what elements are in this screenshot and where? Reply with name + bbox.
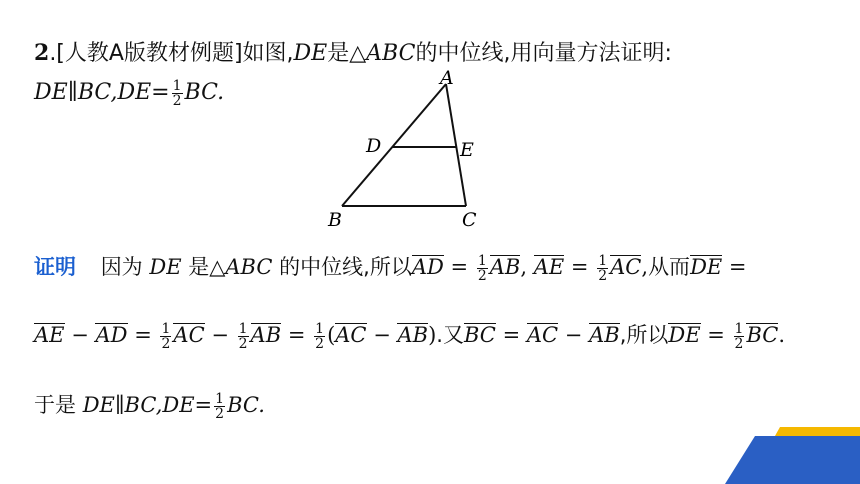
equals: = — [502, 323, 521, 347]
label-b: B — [328, 209, 342, 230]
fraction-denominator: 2 — [172, 92, 182, 109]
vector-de: DE — [668, 323, 701, 347]
vector-bc: BC — [746, 323, 779, 347]
label-a: A — [440, 70, 454, 89]
vector-ac: AC — [526, 323, 559, 347]
proof-text: 从而 — [648, 255, 691, 279]
proof-text: 的中位线,所以 — [279, 255, 412, 279]
equals: = — [450, 255, 469, 279]
fraction-numerator: 1 — [172, 77, 182, 94]
fraction-numerator: 1 — [477, 253, 487, 269]
proof-text: .又 — [436, 323, 464, 347]
problem-claim: DE∥BC,DE= — [34, 80, 170, 105]
conclusion-text: 于是 — [34, 393, 76, 417]
vector-ae: AE — [533, 255, 565, 279]
vector-ac: AC — [610, 255, 642, 279]
problem-source: .[人教A版教材例题] — [49, 41, 243, 66]
minus: − — [71, 323, 89, 347]
problem-text: 是△ — [327, 41, 367, 66]
comma: , — [641, 255, 649, 279]
minus: − — [211, 323, 229, 347]
blue-band — [725, 436, 860, 484]
fraction-numerator: 1 — [161, 321, 171, 337]
problem-claim-end: BC. — [184, 80, 225, 105]
equals: = — [728, 255, 747, 279]
equals: = — [570, 255, 589, 279]
vector-ac: AC — [173, 323, 205, 347]
proof-text: ,所以 — [619, 323, 669, 347]
conclusion-claim: DE∥BC,DE= — [82, 393, 213, 417]
fraction-numerator: 1 — [315, 321, 325, 337]
problem-number: 2 — [34, 40, 50, 66]
problem-text: 如图, — [242, 41, 294, 66]
vector-ae: AE — [34, 323, 65, 347]
vector-ac: AC — [335, 323, 367, 347]
fraction-numerator: 1 — [734, 321, 744, 337]
fraction-denominator: 2 — [598, 268, 608, 284]
fraction-numerator: 1 — [238, 321, 248, 337]
comma: , — [520, 255, 528, 279]
vector-ab: AB — [589, 323, 620, 347]
segment-de: DE — [293, 41, 328, 66]
vector-ab: AB — [250, 323, 282, 347]
label-e: E — [460, 139, 474, 161]
proof-text: 因为 — [100, 255, 143, 279]
fraction-numerator: 1 — [598, 253, 608, 269]
vector-bc: BC — [463, 323, 496, 347]
vector-ad: AD — [411, 255, 444, 279]
minus: − — [373, 323, 391, 347]
vector-de: DE — [690, 255, 723, 279]
period: . — [778, 323, 786, 347]
proof-text: 是△ — [188, 255, 226, 279]
equals: = — [134, 323, 152, 347]
vector-ab: AB — [397, 323, 429, 347]
fraction-denominator: 2 — [477, 268, 487, 284]
proof-line-2: AE − AD = $\frac{1}{2}$ AC − $\frac{1}{2}$ AB = $\frac{1}{2}$ (AC − AB).又BC = AC − AB,所以DE = $\frac{1}{2}$ BC. — [34, 321, 786, 352]
fraction-denominator: 2 — [161, 336, 171, 352]
segment-de: DE — [149, 255, 182, 279]
equals: = — [707, 323, 725, 347]
vector-ab: AB — [489, 255, 521, 279]
vector-ad: AD — [95, 323, 128, 347]
fraction-denominator: 2 — [315, 336, 325, 352]
label-d: D — [366, 135, 382, 157]
problem-text: 的中位线,用向量方法证明: — [415, 41, 672, 66]
conclusion-claim-end: BC. — [227, 393, 265, 417]
triangle-abc: ABC — [225, 255, 273, 279]
equals: = — [287, 323, 306, 347]
fraction-denominator: 2 — [215, 406, 225, 422]
fraction-denominator: 2 — [238, 336, 248, 352]
fraction-numerator: 1 — [215, 391, 225, 407]
proof-label: 证明 — [34, 255, 76, 279]
label-c: C — [462, 209, 477, 230]
triangle-abc: ABC — [366, 41, 416, 66]
minus: − — [564, 323, 583, 347]
fraction-denominator: 2 — [734, 336, 744, 352]
